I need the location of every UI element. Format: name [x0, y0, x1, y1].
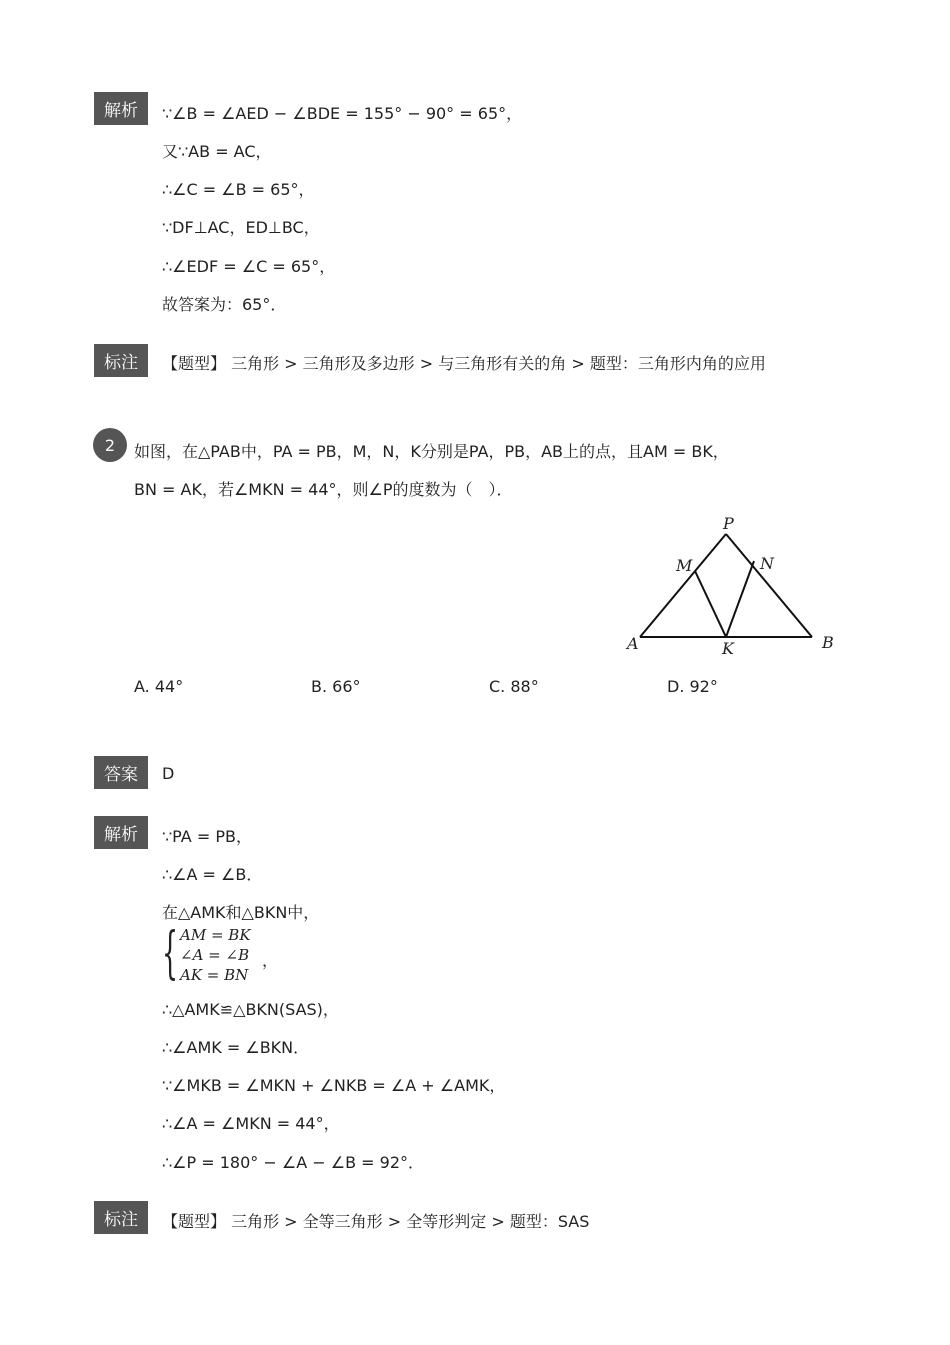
analysis-line: ∵DF⊥AC，ED⊥BC，: [162, 218, 320, 237]
analysis-line: ∴∠P = 180° − ∠A − ∠B = 92°．: [162, 1153, 424, 1172]
analysis-line: 在△AMK和△BKN中，: [162, 903, 320, 922]
choice-b[interactable]: B. 66°: [311, 677, 361, 696]
equation-system: [162, 921, 302, 986]
question-number: 2: [93, 428, 127, 462]
analysis-line: ∵∠MKB = ∠MKN + ∠NKB = ∠A + ∠AMK，: [162, 1076, 506, 1095]
analysis-line: ∴∠C = ∠B = 65°，: [162, 180, 315, 199]
answer-value: D: [162, 764, 175, 783]
brace-symbol: {: [162, 921, 179, 986]
analysis-line: ∴△AMK≌△BKN(SAS)，: [162, 1000, 339, 1019]
system-row: ∠A = ∠B: [180, 946, 250, 964]
question-text-line: 如图，在△PAB中，PA = PB，M，N，K分别是PA，PB，AB上的点，且AM = BK，: [134, 442, 729, 461]
note-tag-2: 标注: [94, 1201, 148, 1234]
label-K: K: [722, 639, 734, 658]
analysis-line: ∴∠EDF = ∠C = 65°，: [162, 257, 336, 276]
analysis-tag-2: 解析: [94, 816, 148, 849]
answer-tag: 答案: [94, 756, 148, 789]
triangle-figure: [620, 510, 850, 660]
analysis-line: ∵PA = PB，: [162, 827, 252, 846]
label-M: M: [676, 556, 693, 575]
analysis-line: ∴∠AMK = ∠BKN．: [162, 1038, 310, 1057]
label-N: N: [760, 554, 774, 573]
analysis-line: ∵∠B = ∠AED − ∠BDE = 155° − 90° = 65°，: [162, 104, 523, 123]
system-row: AM = BK: [180, 926, 251, 944]
system-comma: ，: [262, 951, 279, 970]
analysis-tag-1: 解析: [94, 92, 148, 125]
question-text-line: BN = AK，若∠MKN = 44°，则∠P的度数为（ ）．: [134, 480, 513, 499]
note-text-1: 【题型】 三角形 > 三角形及多边形 > 与三角形有关的角 > 题型：三角形内角的应用: [162, 354, 766, 373]
label-B: B: [822, 633, 834, 652]
choice-a[interactable]: A. 44°: [134, 677, 184, 696]
label-A: A: [627, 634, 639, 653]
system-row: AK = BN: [180, 966, 249, 984]
analysis-line: ∴∠A = ∠MKN = 44°，: [162, 1114, 340, 1133]
choice-c[interactable]: C. 88°: [489, 677, 539, 696]
analysis-line: 故答案为：65°．: [162, 295, 287, 314]
note-tag-1: 标注: [94, 344, 148, 377]
analysis-line: ∴∠A = ∠B．: [162, 865, 263, 884]
choice-d[interactable]: D. 92°: [667, 677, 718, 696]
note-text-2: 【题型】 三角形 > 全等三角形 > 全等形判定 > 题型：SAS: [162, 1212, 590, 1231]
analysis-line: 又∵AB = AC，: [162, 142, 272, 161]
label-P: P: [723, 514, 734, 533]
